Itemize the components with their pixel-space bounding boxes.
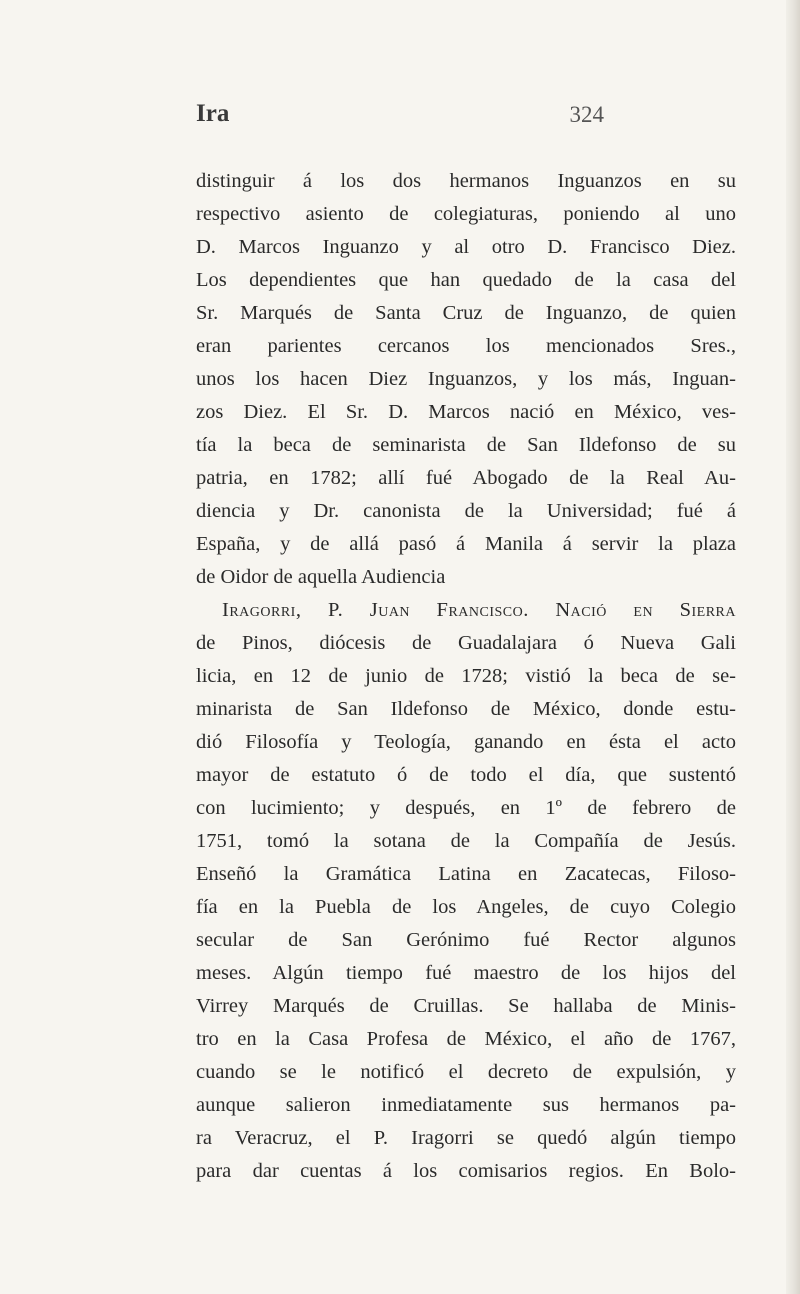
text-line: eran parientes cercanos los mencionados Sres., bbox=[196, 335, 736, 357]
text-line: minarista de San Ildefonso de México, donde estu- bbox=[196, 698, 736, 720]
body-text bbox=[196, 165, 736, 1188]
text-line: licia, en 12 de junio de 1728; vistió la beca de se- bbox=[196, 665, 736, 687]
text-line: respectivo asiento de colegiaturas, poniendo al uno bbox=[196, 203, 736, 225]
text-line: ra Veracruz, el P. Iragorri se quedó algún tiempo bbox=[196, 1127, 736, 1149]
page-edge-shadow bbox=[786, 0, 800, 1294]
text-line: tía la beca de seminarista de San Ildefonso de su bbox=[196, 434, 736, 456]
text-line: de Pinos, diócesis de Guadalajara ó Nueva Gali bbox=[196, 632, 736, 654]
text-line: 1751, tomó la sotana de la Compañía de Jesús. bbox=[196, 830, 736, 852]
text-line: Los dependientes que han quedado de la casa del bbox=[196, 269, 736, 291]
page-header bbox=[196, 100, 604, 140]
text-line: diencia y Dr. canonista de la Universidad; fué á bbox=[196, 500, 736, 522]
text-line: zos Diez. El Sr. D. Marcos nació en México, ves- bbox=[196, 401, 736, 423]
text-line: secular de San Gerónimo fué Rector algunos bbox=[196, 929, 736, 951]
text-line: España, y de allá pasó á Manila á servir la plaza bbox=[196, 533, 736, 555]
text-line: patria, en 1782; allí fué Abogado de la Real Au- bbox=[196, 467, 736, 489]
text-line: con lucimiento; y después, en 1º de febrero de bbox=[196, 797, 736, 819]
text-line: Sr. Marqués de Santa Cruz de Inguanzo, de quien bbox=[196, 302, 736, 324]
text-line: aunque salieron inmediatamente sus hermanos pa- bbox=[196, 1094, 736, 1116]
text-line: D. Marcos Inguanzo y al otro D. Francisco Diez. bbox=[196, 236, 736, 258]
text-line: distinguir á los dos hermanos Inguanzos en su bbox=[196, 170, 736, 192]
running-head: Ira bbox=[196, 100, 230, 127]
text-line: unos los hacen Diez Inguanzos, y los más, Inguan- bbox=[196, 368, 736, 390]
text-line: tro en la Casa Profesa de México, el año de 1767, bbox=[196, 1028, 736, 1050]
text-line: fía en la Puebla de los Angeles, de cuyo Colegio bbox=[196, 896, 736, 918]
text-line: mayor de estatuto ó de todo el día, que sustentó bbox=[196, 764, 736, 786]
text-line: de Oidor de aquella Audiencia bbox=[196, 566, 446, 588]
text-line: Virrey Marqués de Cruillas. Se hallaba de Minis- bbox=[196, 995, 736, 1017]
page-number: 324 bbox=[569, 102, 604, 127]
text-line: dió Filosofía y Teología, ganando en ésta el acto bbox=[196, 731, 736, 753]
text-line: para dar cuentas á los comisarios regios. En Bolo- bbox=[196, 1160, 736, 1182]
text-line: Enseñó la Gramática Latina en Zacatecas, Filoso- bbox=[196, 863, 736, 885]
entry-heading-line: Iragorri, P. Juan Francisco. Nació en Sierra bbox=[222, 599, 736, 621]
text-line: cuando se le notificó el decreto de expulsión, y bbox=[196, 1061, 736, 1083]
text-line: meses. Algún tiempo fué maestro de los hijos del bbox=[196, 962, 736, 984]
